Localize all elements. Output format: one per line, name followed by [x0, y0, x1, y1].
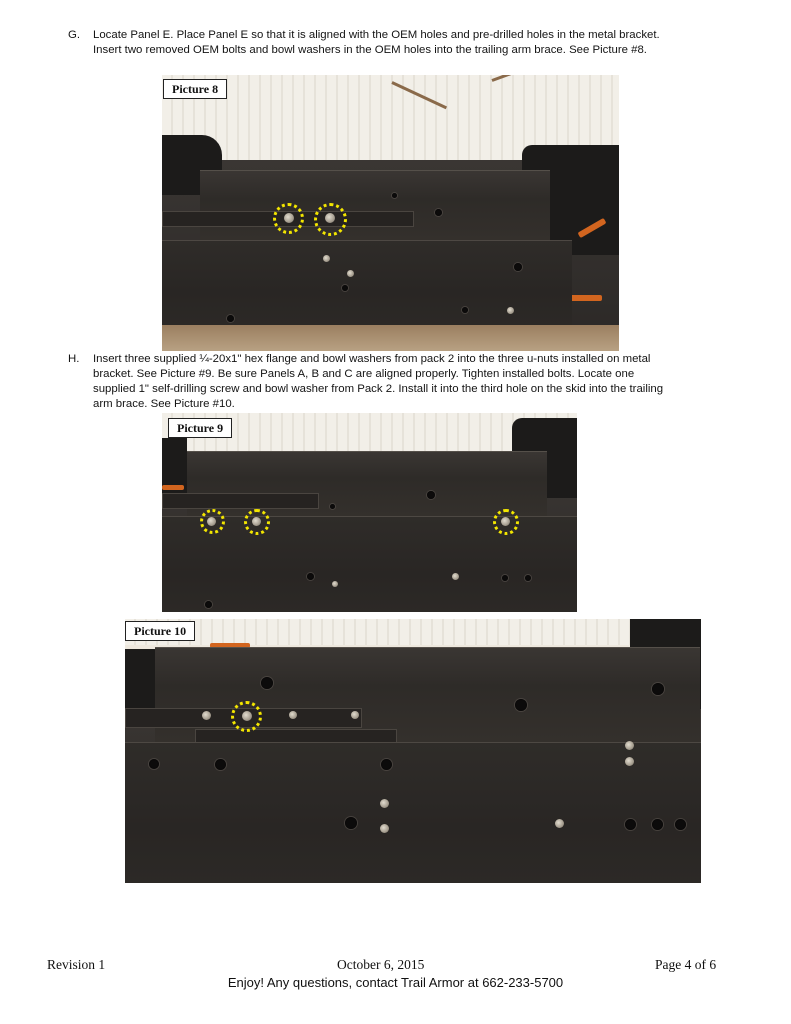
picture-caption: Picture 9	[168, 418, 232, 438]
step-letter: H.	[68, 353, 80, 365]
step-line: Insert two removed OEM bolts and bowl washers in the OEM holes into the trailing arm brace. See Picture #8.	[93, 44, 647, 56]
step-text	[93, 352, 663, 412]
step-line: bracket. See Picture #9. Be sure Panels A, B and C are aligned properly. Tighten installed bolts. Locate one	[93, 368, 635, 380]
highlight-marker	[314, 203, 347, 236]
highlight-marker	[231, 701, 262, 732]
highlight-marker	[200, 509, 225, 534]
footer-date: October 6, 2015	[337, 957, 425, 972]
step-line: Locate Panel E. Place Panel E so that it is aligned with the OEM holes and pre-drilled holes in the metal bracket.	[93, 29, 660, 41]
step-text	[93, 28, 660, 58]
step-line: supplied 1" self-drilling screw and bowl washer from Pack 2. Install it into the third hole on the skid into the trailing	[93, 383, 664, 395]
footer-contact: Enjoy! Any questions, contact Trail Armor at 662-233-5700	[227, 975, 564, 990]
step-line: arm brace. See Picture #10.	[93, 398, 235, 410]
footer-revision: Revision 1	[47, 957, 106, 972]
highlight-marker	[244, 509, 270, 535]
step-line: Insert three supplied ¼-20x1" hex flange and bowl washers from pack 2 into the three u-nuts installed on metal	[93, 353, 651, 365]
picture-caption: Picture 8	[163, 79, 227, 99]
step-letter: G.	[68, 29, 81, 41]
picture-caption: Picture 10	[125, 621, 195, 641]
picture-9-photo	[162, 413, 577, 612]
footer	[47, 957, 727, 973]
highlight-marker	[273, 203, 304, 234]
footer-page-number: Page 4 of 6	[655, 957, 717, 972]
picture-8-photo	[162, 75, 619, 351]
highlight-marker	[493, 509, 519, 535]
picture-10-photo	[125, 619, 701, 883]
